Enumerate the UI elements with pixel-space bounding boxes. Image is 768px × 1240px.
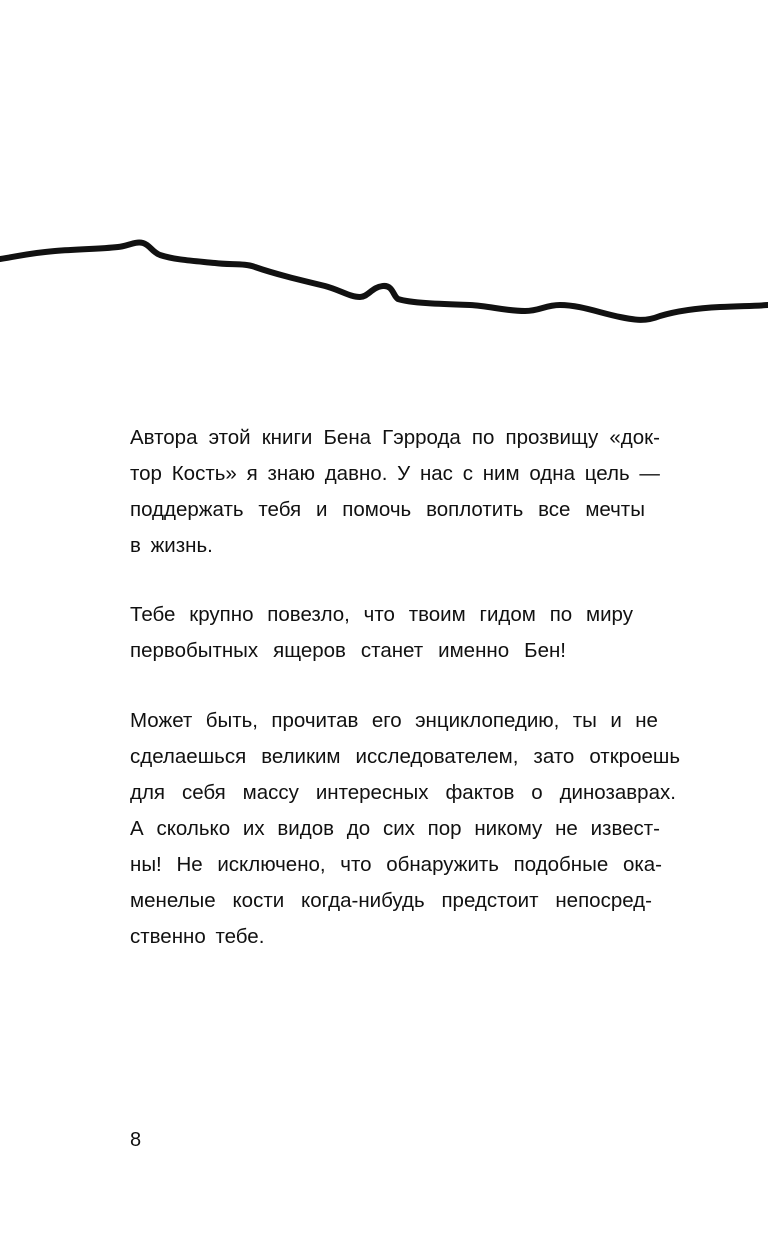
word: массу <box>242 781 299 804</box>
word: динозаврах. <box>559 781 676 804</box>
word: его <box>371 709 402 732</box>
word: ока- <box>622 853 662 876</box>
text-line <box>130 703 658 739</box>
word: не <box>555 817 578 840</box>
word: себя <box>181 781 226 804</box>
word: кости <box>232 889 285 912</box>
word: я <box>246 462 258 485</box>
word: когда-нибудь <box>301 889 425 912</box>
word: и <box>315 498 328 521</box>
word: в <box>130 534 141 557</box>
word: цель <box>584 462 630 485</box>
word: фактов <box>445 781 515 804</box>
word: «док- <box>609 426 660 449</box>
text-line <box>130 597 633 633</box>
text-line <box>130 420 660 456</box>
word: ты <box>572 709 597 732</box>
word: подобные <box>513 853 609 876</box>
word: обнаружить <box>386 853 499 876</box>
word: видов <box>277 817 334 840</box>
word: — <box>639 462 660 485</box>
word: о <box>531 781 543 804</box>
word: этой <box>208 426 251 449</box>
word: великим <box>261 745 341 768</box>
word: исключено, <box>217 853 326 876</box>
word: нас <box>419 462 453 485</box>
word: интересных <box>315 781 429 804</box>
word: никому <box>474 817 543 840</box>
word: не <box>635 709 658 732</box>
text-line <box>130 739 680 775</box>
word: с <box>462 462 473 485</box>
word: Бен! <box>524 639 566 662</box>
text-line <box>130 456 660 492</box>
word: Бена <box>323 426 372 449</box>
text-line <box>130 633 566 669</box>
text-line <box>130 847 662 883</box>
word: тор <box>130 462 162 485</box>
word: помочь <box>342 498 412 521</box>
text-line <box>130 492 645 528</box>
word: прочитав <box>271 709 359 732</box>
word: гидом <box>479 603 536 626</box>
word: ним <box>482 462 520 485</box>
word: Тебе <box>130 603 176 626</box>
word: сделаешься <box>130 745 247 768</box>
word: твоим <box>408 603 466 626</box>
word: энциклопедию, <box>415 709 560 732</box>
word: Не <box>176 853 203 876</box>
text-line <box>130 775 676 811</box>
word: книги <box>261 426 313 449</box>
word: крупно <box>189 603 254 626</box>
word: что <box>340 853 372 876</box>
word: непосред- <box>555 889 652 912</box>
word: мечты <box>585 498 645 521</box>
word: откроешь <box>589 745 680 768</box>
word: пор <box>427 817 462 840</box>
word: исследователем, <box>355 745 519 768</box>
word: и <box>610 709 622 732</box>
paragraph-1 <box>130 420 660 564</box>
word: сих <box>382 817 415 840</box>
word: тебе. <box>215 925 265 948</box>
word: Гэррода <box>382 426 461 449</box>
word: все <box>538 498 571 521</box>
word: для <box>130 781 166 804</box>
page-number: 8 <box>130 1129 142 1151</box>
word: Может <box>130 709 193 732</box>
word: что <box>363 603 395 626</box>
text-line <box>130 528 660 564</box>
word: извест- <box>590 817 660 840</box>
word: поддержать <box>130 498 244 521</box>
word: сколько <box>156 817 231 840</box>
word: именно <box>438 639 510 662</box>
paragraph-3 <box>130 703 680 955</box>
word: давно. <box>324 462 388 485</box>
word: повезло, <box>267 603 350 626</box>
word: А <box>130 817 144 840</box>
word: прозвищу <box>505 426 599 449</box>
word: миру <box>586 603 633 626</box>
word: по <box>549 603 573 626</box>
wavy-ground-line <box>0 225 768 335</box>
word: зато <box>533 745 575 768</box>
word: предстоит <box>441 889 539 912</box>
text-line <box>130 811 660 847</box>
paragraph-2 <box>130 597 660 669</box>
word: быть, <box>205 709 258 732</box>
word: их <box>242 817 265 840</box>
text-line <box>130 919 660 955</box>
word: Автора <box>130 426 198 449</box>
word: по <box>471 426 495 449</box>
word: ны! <box>130 853 162 876</box>
text-line <box>130 883 652 919</box>
word: до <box>346 817 371 840</box>
word: воплотить <box>426 498 524 521</box>
word: Кость» <box>171 462 237 485</box>
word: одна <box>529 462 575 485</box>
word: знаю <box>267 462 315 485</box>
word: У <box>397 462 411 485</box>
word: ственно <box>130 925 206 948</box>
word: жизнь. <box>150 534 213 557</box>
word: ящеров <box>273 639 346 662</box>
word: первобытных <box>130 639 259 662</box>
word: менелые <box>130 889 216 912</box>
word: станет <box>360 639 424 662</box>
word: тебя <box>258 498 302 521</box>
